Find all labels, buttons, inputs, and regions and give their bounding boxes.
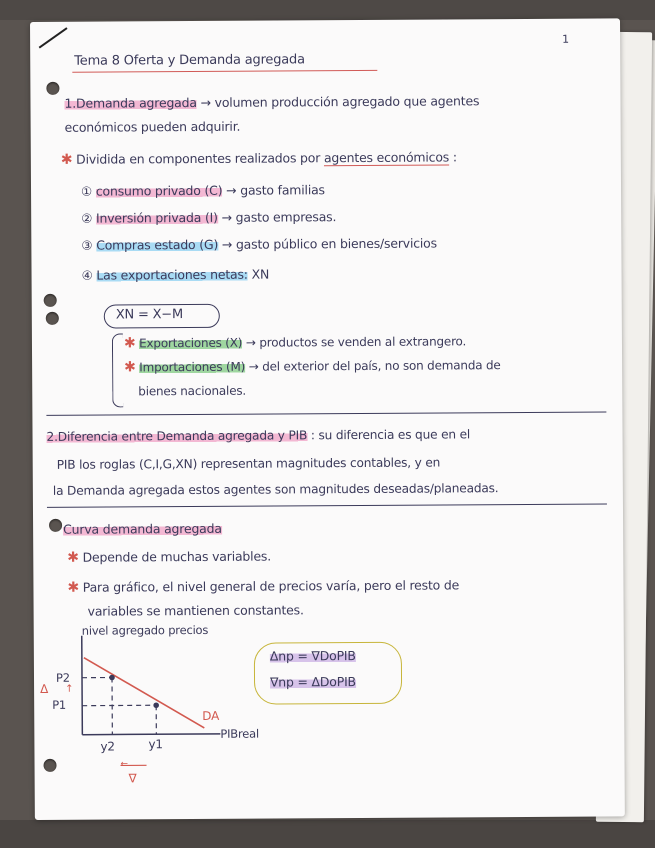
- section2-text: : su diferencia es que en el: [310, 427, 471, 443]
- component-number: ④: [81, 267, 93, 283]
- component-1: [81, 182, 325, 198]
- punch-hole: [46, 82, 59, 95]
- graph-y1: y1: [148, 737, 163, 752]
- punch-hole: [46, 312, 59, 325]
- relation-1: [270, 648, 356, 664]
- asterisk-icon: ✱: [124, 359, 136, 376]
- sub-item-label: Exportaciones (X): [139, 335, 243, 351]
- sub-item-imports: [124, 357, 501, 375]
- sub-item-exports: [124, 333, 466, 351]
- punch-hole: [49, 519, 62, 532]
- section1-definition-line2: económicos pueden adquirir.: [64, 118, 241, 135]
- bullet-text: Depende de muchas variables.: [82, 548, 272, 565]
- section3-heading-wrap: [63, 521, 222, 537]
- demand-curve: [84, 657, 204, 729]
- component-label: Inversión privada (I): [95, 209, 218, 226]
- graph-nabla: ∇: [128, 771, 137, 786]
- graph-ylabel: nivel agregado precios: [81, 622, 209, 638]
- y-axis: [82, 636, 83, 735]
- asterisk-icon: ✱: [67, 579, 80, 596]
- component-desc: → gasto familias: [226, 182, 325, 198]
- point-p2: [109, 675, 115, 681]
- section3-heading: Curva demanda agregada: [63, 520, 222, 537]
- pen-mark: [39, 27, 68, 48]
- x-axis: [82, 734, 220, 735]
- component-2: [81, 209, 336, 226]
- component-desc: → gasto público en bienes/servicios: [221, 235, 437, 252]
- section-divider: [47, 503, 607, 507]
- component-3: [81, 236, 437, 253]
- sub-item-desc: → del exterior del país, no son demanda de: [248, 358, 501, 374]
- section2-line3: la Demanda agregada estos agentes son magnitudes deseadas/planeadas.: [52, 481, 499, 498]
- graph-delta: Δ: [40, 681, 49, 696]
- graph-up-arrow: ↑: [65, 683, 74, 695]
- section2-line1: [46, 427, 470, 444]
- notebook-page: [30, 18, 625, 820]
- graph-p2: P2: [55, 670, 70, 685]
- graph-p1: P1: [52, 697, 67, 712]
- divided-suffix: :: [452, 149, 457, 165]
- relation-2: [270, 674, 356, 690]
- component-label: Las exportaciones netas:: [96, 266, 248, 283]
- section1-heading: 1.Demanda agregada: [64, 94, 197, 111]
- section2-heading: 2.Diferencia entre Demanda agregada y PIB: [46, 428, 308, 444]
- relation-text: Δnp = ∇DoPIB: [269, 648, 356, 664]
- section3-bullet-1: [67, 549, 271, 566]
- title-text: Tema 8 Oferta y Demanda agregada: [74, 52, 305, 69]
- divided-line: [61, 149, 457, 167]
- formula: XN = X−M: [115, 307, 184, 323]
- graph-curve-label: DA: [202, 708, 220, 723]
- component-desc: XN: [251, 266, 270, 282]
- brace: [112, 333, 123, 407]
- desk-top: [0, 0, 655, 20]
- desk-bottom: [0, 820, 655, 848]
- component-desc: → gasto empresas.: [221, 209, 337, 225]
- section1-line1: [64, 93, 479, 111]
- relation-text: ∇np = ΔDoPIB: [269, 674, 356, 690]
- component-number: ①: [80, 183, 93, 199]
- sub-item-desc: → productos se venden al extrangero.: [245, 334, 467, 350]
- graph-xlabel: PIBreal: [220, 726, 260, 741]
- demand-graph: [34, 620, 295, 802]
- sub-item-label: Importaciones (M): [139, 359, 246, 375]
- title-underline: [72, 70, 377, 73]
- point-p1: [153, 702, 159, 708]
- component-label: consumo privado (C): [95, 182, 223, 199]
- page-title: [74, 52, 305, 68]
- graph-y2: y2: [100, 739, 115, 754]
- divided-prefix: Dividida en componentes realizados por: [76, 150, 321, 167]
- sub-item-tail: bienes nacionales.: [138, 383, 247, 399]
- component-number: ②: [81, 210, 93, 226]
- section-divider: [46, 411, 606, 415]
- punch-hole: [44, 294, 57, 307]
- section2-line2: PIB los roglas (C,I,G,XN) representan magnitudes contables, y en: [56, 455, 441, 472]
- section1-definition: → volumen producción agregado que agentes: [200, 93, 480, 110]
- asterisk-icon: ✱: [123, 335, 136, 352]
- component-label: Compras estado (G): [96, 236, 219, 253]
- page-number: 1: [562, 32, 569, 46]
- divided-agents: agentes económicos: [323, 149, 450, 166]
- bullet-text: Para gráfico, el nivel general de precios varía, pero el resto de: [82, 577, 460, 595]
- asterisk-icon: ✱: [67, 549, 79, 566]
- asterisk-icon: ✱: [60, 151, 73, 168]
- component-4: [82, 267, 270, 283]
- graph-left-arrow: ←: [120, 759, 128, 770]
- section3-bullet-2-cont: variables se mantienen constantes.: [87, 602, 304, 619]
- section3-bullet-2: [67, 577, 459, 595]
- component-number: ③: [81, 237, 93, 253]
